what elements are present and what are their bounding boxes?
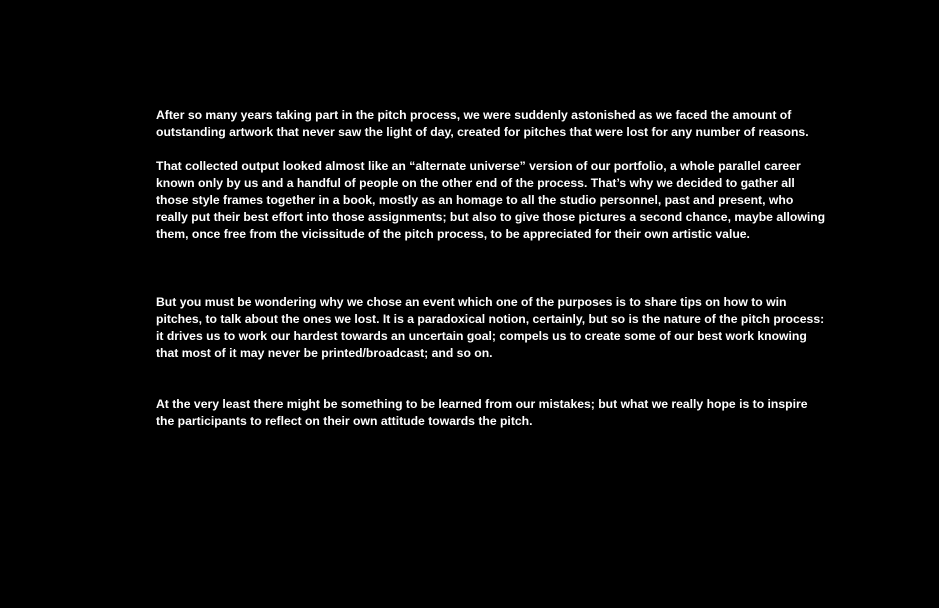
- paragraph-spacer: [156, 243, 828, 294]
- paragraph-spacer: [156, 362, 828, 396]
- document-body: [156, 107, 828, 430]
- paragraph-paradox: But you must be wondering why we chose an event which one of the purposes is to share tips on how to win pitches, to talk about the ones we lost. It is a paradoxical notion, certainly, but so is the nature of the pitch process: it drives us to work our hardest towards an uncertain goal; compels us to create some of our best work knowing that most of it may never be printed/broadcast; and so on.: [156, 295, 825, 360]
- paragraph-intro: After so many years taking part in the pitch process, we were suddenly astonished as we faced the amount of outstanding artwork that never saw the light of day, created for pitches that were lost for any number of reasons.: [156, 108, 809, 139]
- paragraph-spacer: [156, 141, 828, 158]
- paragraph-alternate-universe: That collected output looked almost like an “alternate universe” version of our portfolio, a whole parallel career known only by us and a handful of people on the other end of the process. That’s why we decided to gather all those style frames together in a book, mostly as an homage to all the studio personnel, past and present, who really put their best effort into those assignments; but also to give those pictures a second chance, maybe allowing them, once free from the vicissitude of the pitch process, to be appreciated for their own artistic value.: [156, 159, 826, 241]
- paragraph-conclusion: At the very least there might be something to be learned from our mistakes; but what we really hope is to inspire the participants to reflect on their own attitude towards the pitch.: [156, 397, 808, 428]
